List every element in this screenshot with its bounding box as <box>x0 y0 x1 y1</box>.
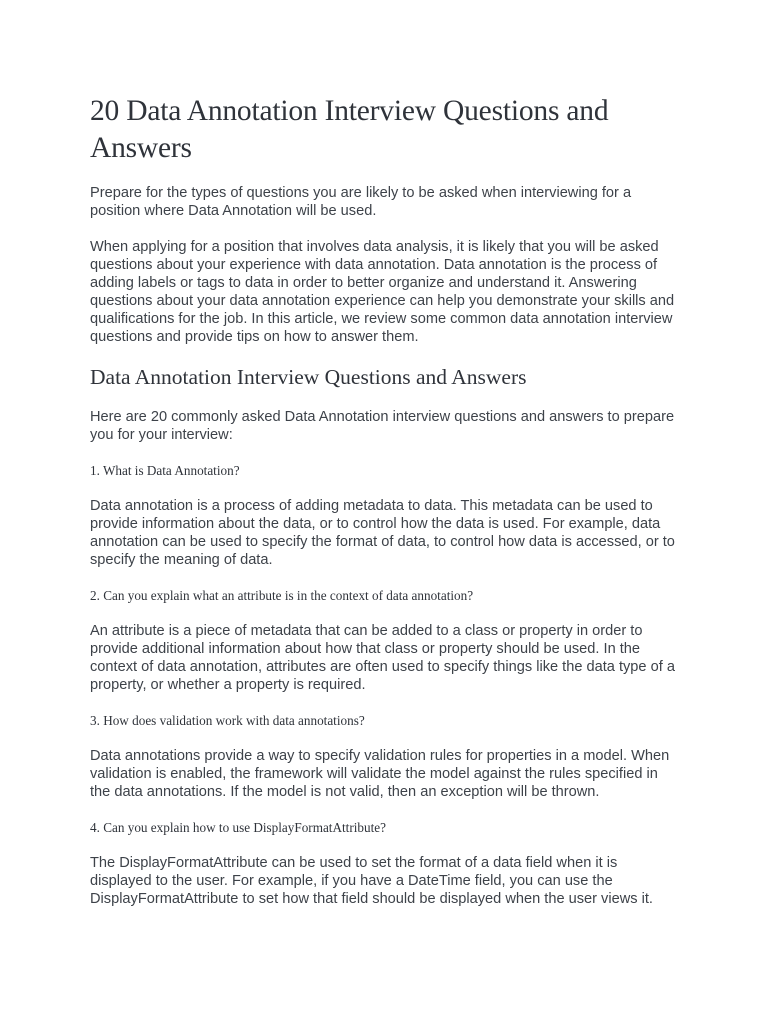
answer-3: Data annotations provide a way to specify validation rules for properties in a model. When validation is enabled, the framework will validate the model against the rules specified in the data annotations. If the model is not valid, then an exception will be thrown. <box>90 748 670 800</box>
answer-4: The DisplayFormatAttribute can be used to set the format of a data field when it is displayed to the user. For example, if you have a DateTime field, you can use the DisplayFormatAttribute to set how that field should be displayed when the user views it. <box>90 855 653 907</box>
intro-paragraph: Prepare for the types of questions you are likely to be asked when interviewing for a position where Data Annotation will be used. <box>90 185 632 219</box>
question-4: 4. Can you explain how to use DisplayFormatAttribute? <box>90 820 386 835</box>
section-intro: Here are 20 commonly asked Data Annotation interview questions and answers to prepare you for your interview: <box>90 409 675 443</box>
answer-1: Data annotation is a process of adding metadata to data. This metadata can be used to provide information about the data, or to control how the data is used. For example, data annotation can be used to specify the format of data, to control how data is accessed, or to specify the meaning of data. <box>90 498 675 568</box>
answer-2: An attribute is a piece of metadata that can be added to a class or property in order to provide additional information about how that class or property should be used. In the context of data annotation, attributes are often used to specify things like the data type of a property, or whether a property is required. <box>90 623 675 693</box>
section-heading: Data Annotation Interview Questions and Answers <box>90 365 527 389</box>
body-paragraph: When applying for a position that involves data analysis, it is likely that you will be asked questions about your experience with data annotation. Data annotation is the process of adding labels or tags to data in order to better organize and understand it. Answering questions about your data annotation experience can help you demonstrate your skills and qualifications for the job. In this article, we review some common data annotation interview questions and provide tips on how to answer them. <box>90 239 675 345</box>
question-3: 3. How does validation work with data annotations? <box>90 713 365 728</box>
document-page <box>90 93 680 926</box>
question-2: 2. Can you explain what an attribute is in the context of data annotation? <box>90 588 474 603</box>
page-title: 20 Data Annotation Interview Questions and Answers <box>90 95 609 164</box>
question-1: 1. What is Data Annotation? <box>90 463 240 478</box>
